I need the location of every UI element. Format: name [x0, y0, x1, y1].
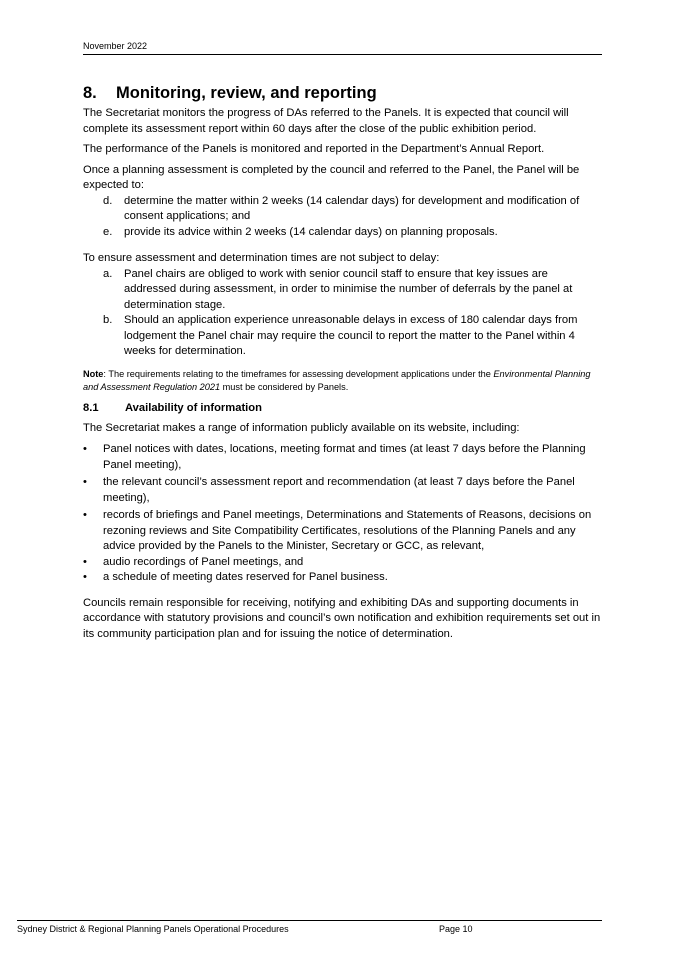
- bullet-text: Panel notices with dates, locations, meeting format and times (at least 7 days before the Planning Panel meeting),: [103, 443, 586, 471]
- list-item-text: Should an application experience unreasonable delays in excess of 180 calendar days from lodgement the Panel chair may require the council to report the matter to the Panel within 4 weeks for determination.: [124, 314, 578, 357]
- section-number: 8.: [83, 84, 97, 102]
- bullet-item: [83, 508, 603, 555]
- list-item: [83, 225, 603, 241]
- section-heading: [83, 83, 603, 103]
- expected-list: [83, 194, 603, 241]
- list-marker: e.: [103, 225, 113, 238]
- subsection-number: 8.1: [83, 401, 99, 414]
- bullet-item: [83, 555, 603, 571]
- paragraph-performance: The performance of the Panels is monitored and reported in the Department’s Annual Report.: [83, 143, 545, 155]
- bullet-glyph: •: [83, 555, 87, 568]
- footer-document-title: Sydney District & Regional Planning Panels Operational Procedures: [17, 924, 289, 934]
- bullet-glyph: •: [83, 509, 87, 521]
- page-body: [83, 83, 603, 642]
- bullet-text: a schedule of meeting dates reserved for Panel business.: [103, 571, 388, 583]
- list-marker: b.: [103, 314, 113, 326]
- subsection-title: Availability of information: [125, 401, 262, 414]
- list-item: [83, 194, 603, 225]
- list-marker: d.: [103, 194, 113, 207]
- bullet-glyph: •: [83, 476, 87, 488]
- bullet-item: [83, 475, 603, 506]
- subsection-heading: [83, 401, 603, 416]
- header-divider: [83, 54, 602, 55]
- paragraph-delay-intro: To ensure assessment and determination times are not subject to delay:: [83, 252, 440, 264]
- footer-divider: [17, 920, 602, 921]
- bullet-item: [83, 442, 603, 473]
- list-item: [83, 267, 603, 314]
- section-title: Monitoring, review, and reporting: [116, 84, 377, 102]
- list-item-text: Panel chairs are obliged to work with senior council staff to ensure that key issues are addressed during assessment, in order to minimise the number of deferrals by the panel at determination stage.: [124, 267, 573, 311]
- list-item: [83, 313, 603, 360]
- bullet-text: audio recordings of Panel meetings, and: [103, 555, 304, 568]
- bullet-glyph: •: [83, 571, 87, 583]
- note-text-before: : The requirements relating to the timeframes for assessing development applications under the: [103, 368, 494, 379]
- availability-bullet-list: [83, 442, 603, 586]
- footer-page-number: Page 10: [439, 924, 473, 934]
- bullet-text: records of briefings and Panel meetings, Determinations and Statements of Reasons, decisions on rezoning reviews and Site Compatibility Certificates, resolutions of the Planning Panels and any advice provided by the Panels to the Minister, Secretary or GCC, as relevant,: [103, 509, 592, 552]
- note-paragraph: [83, 368, 603, 394]
- header-date: November 2022: [83, 41, 148, 51]
- paragraph-closing: Councils remain responsible for receiving, notifying and exhibiting DAs and supporting documents in accordance with statutory provisions and council’s own notification and exhibition requirements set out in its community participation plan and for issuing the notice of determination.: [83, 596, 601, 640]
- list-marker: a.: [103, 267, 113, 280]
- paragraph-secretariat: The Secretariat monitors the progress of DAs referred to the Panels. It is expected that council will complete its assessment report within 60 days after the close of the public exhibition period.: [83, 107, 569, 135]
- bullet-text: the relevant council’s assessment report and recommendation (at least 7 days before the Panel meeting),: [103, 476, 575, 504]
- bullet-item: [83, 570, 603, 586]
- note-label: Note: [83, 368, 104, 379]
- paragraph-availability-intro: The Secretariat makes a range of information publicly available on its website, including:: [83, 421, 520, 434]
- list-item-text: provide its advice within 2 weeks (14 calendar days) on planning proposals.: [124, 225, 498, 238]
- list-item-text: determine the matter within 2 weeks (14 calendar days) for development and modification of consent applications; and: [124, 194, 580, 222]
- delay-list: [83, 267, 603, 360]
- note-italic-title: Environmental Planning and Assessment Regulation 2021: [83, 368, 591, 392]
- note-text-after: must be considered by Panels.: [220, 381, 349, 392]
- paragraph-planning-assessment: Once a planning assessment is completed by the council and referred to the Panel, the Panel will be expected to:: [83, 163, 580, 191]
- bullet-glyph: •: [83, 443, 87, 455]
